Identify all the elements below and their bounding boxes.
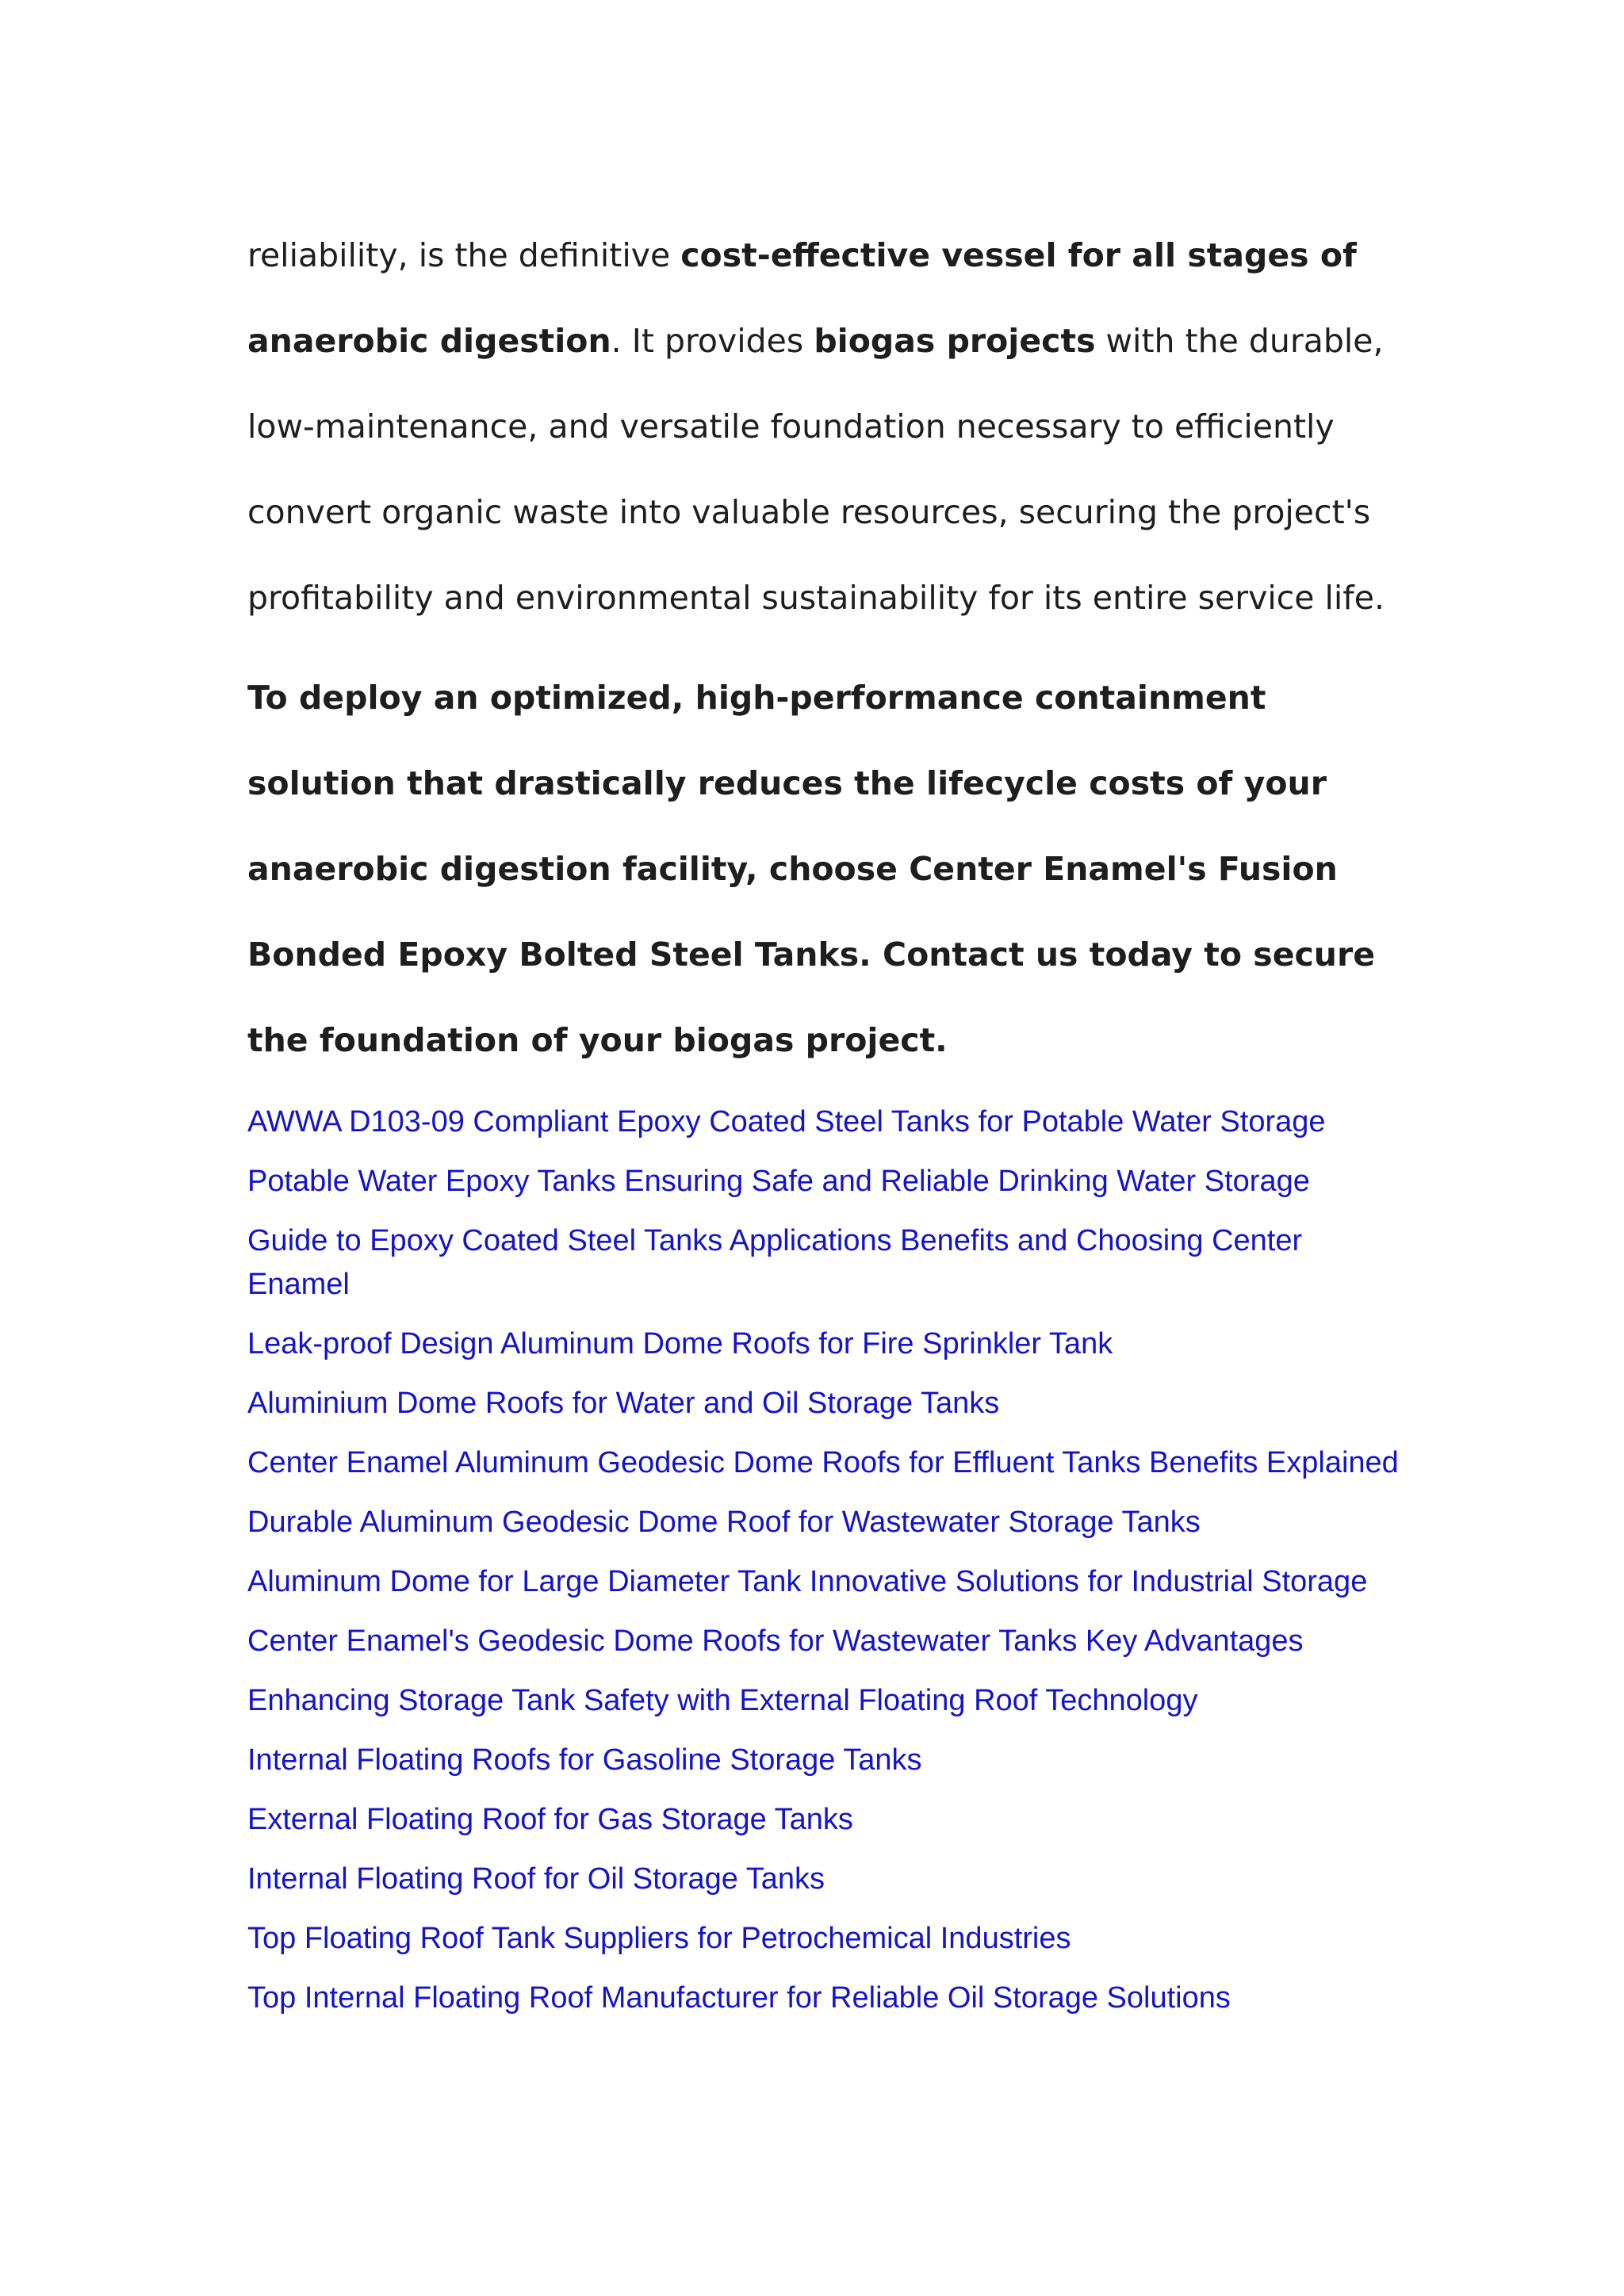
related-link-item xyxy=(247,1501,1405,1544)
related-link-item xyxy=(247,1560,1405,1604)
related-link-internal-floating-manufacturer[interactable]: Top Internal Floating Roof Manufacturer for Reliable Oil Storage Solutions xyxy=(247,1981,1231,2015)
related-link-fire-sprinkler-dome[interactable]: Leak-proof Design Aluminum Dome Roofs for Fire Sprinkler Tank xyxy=(247,1327,1113,1360)
intro-paragraph xyxy=(247,212,1405,641)
related-link-effluent-dome[interactable]: Center Enamel Aluminum Geodesic Dome Roofs for Effluent Tanks Benefits Explained xyxy=(247,1446,1399,1479)
related-link-epoxy-guide[interactable]: Guide to Epoxy Coated Steel Tanks Applications Benefits and Choosing Center Enamel xyxy=(247,1224,1303,1301)
related-link-item xyxy=(247,1620,1405,1663)
related-link-item xyxy=(247,1160,1405,1203)
related-link-floating-suppliers[interactable]: Top Floating Roof Tank Suppliers for Petrochemical Industries xyxy=(247,1922,1071,1955)
related-link-water-oil-dome[interactable]: Aluminium Dome Roofs for Water and Oil Storage Tanks xyxy=(247,1387,1000,1420)
related-link-large-diameter-dome[interactable]: Aluminum Dome for Large Diameter Tank Innovative Solutions for Industrial Storage xyxy=(247,1565,1368,1598)
intro-text-1: reliability, is the definitive xyxy=(247,236,681,274)
related-link-item xyxy=(247,1441,1405,1485)
document-page xyxy=(247,212,1405,2036)
related-link-internal-floating-gasoline[interactable]: Internal Floating Roofs for Gasoline Storage Tanks xyxy=(247,1743,922,1777)
related-link-potable-water[interactable]: Potable Water Epoxy Tanks Ensuring Safe and Reliable Drinking Water Storage xyxy=(247,1165,1310,1198)
intro-bold-vessel: cost-effective vessel for all stages of anaerobic digestion xyxy=(247,236,1357,360)
call-to-action: To deploy an optimized, high-performance containment solution that drastically reduces the lifecycle costs of your anaerobic digestion facility, choose Center Enamel's Fusion Bonded Epoxy Bolted Steel Tanks. Contact us today to secure the foundation of your biogas project. xyxy=(247,679,1376,1059)
related-link-item xyxy=(247,1219,1405,1307)
related-link-item xyxy=(247,1100,1405,1144)
related-link-item xyxy=(247,1917,1405,1961)
intro-text-3: with the durable, low-maintenance, and versatile foundation necessary to efficiently convert organic waste into valuable resources, securing the project's profitability and environmental sustainability for its entire service life. xyxy=(247,322,1385,617)
related-link-item xyxy=(247,1679,1405,1723)
related-links-list xyxy=(247,1100,1405,2020)
related-link-item xyxy=(247,1739,1405,1782)
related-link-item xyxy=(247,1798,1405,1842)
related-link-internal-floating-oil[interactable]: Internal Floating Roof for Oil Storage Tanks xyxy=(247,1862,825,1896)
intro-text-2: . It provides xyxy=(611,322,814,360)
related-link-external-floating-safety[interactable]: Enhancing Storage Tank Safety with External Floating Roof Technology xyxy=(247,1684,1198,1717)
related-link-item xyxy=(247,1382,1405,1425)
related-link-geodesic-wastewater[interactable]: Center Enamel's Geodesic Dome Roofs for Wastewater Tanks Key Advantages xyxy=(247,1624,1304,1658)
related-link-item xyxy=(247,1322,1405,1366)
related-link-item xyxy=(247,1976,1405,2020)
related-link-awwa-d103[interactable]: AWWA D103-09 Compliant Epoxy Coated Steel Tanks for Potable Water Storage xyxy=(247,1105,1326,1138)
related-link-wastewater-dome[interactable]: Durable Aluminum Geodesic Dome Roof for Wastewater Storage Tanks xyxy=(247,1506,1201,1539)
intro-bold-biogas: biogas projects xyxy=(814,322,1096,360)
related-link-external-floating-gas[interactable]: External Floating Roof for Gas Storage Tanks xyxy=(247,1803,853,1836)
related-link-item xyxy=(247,1858,1405,1901)
